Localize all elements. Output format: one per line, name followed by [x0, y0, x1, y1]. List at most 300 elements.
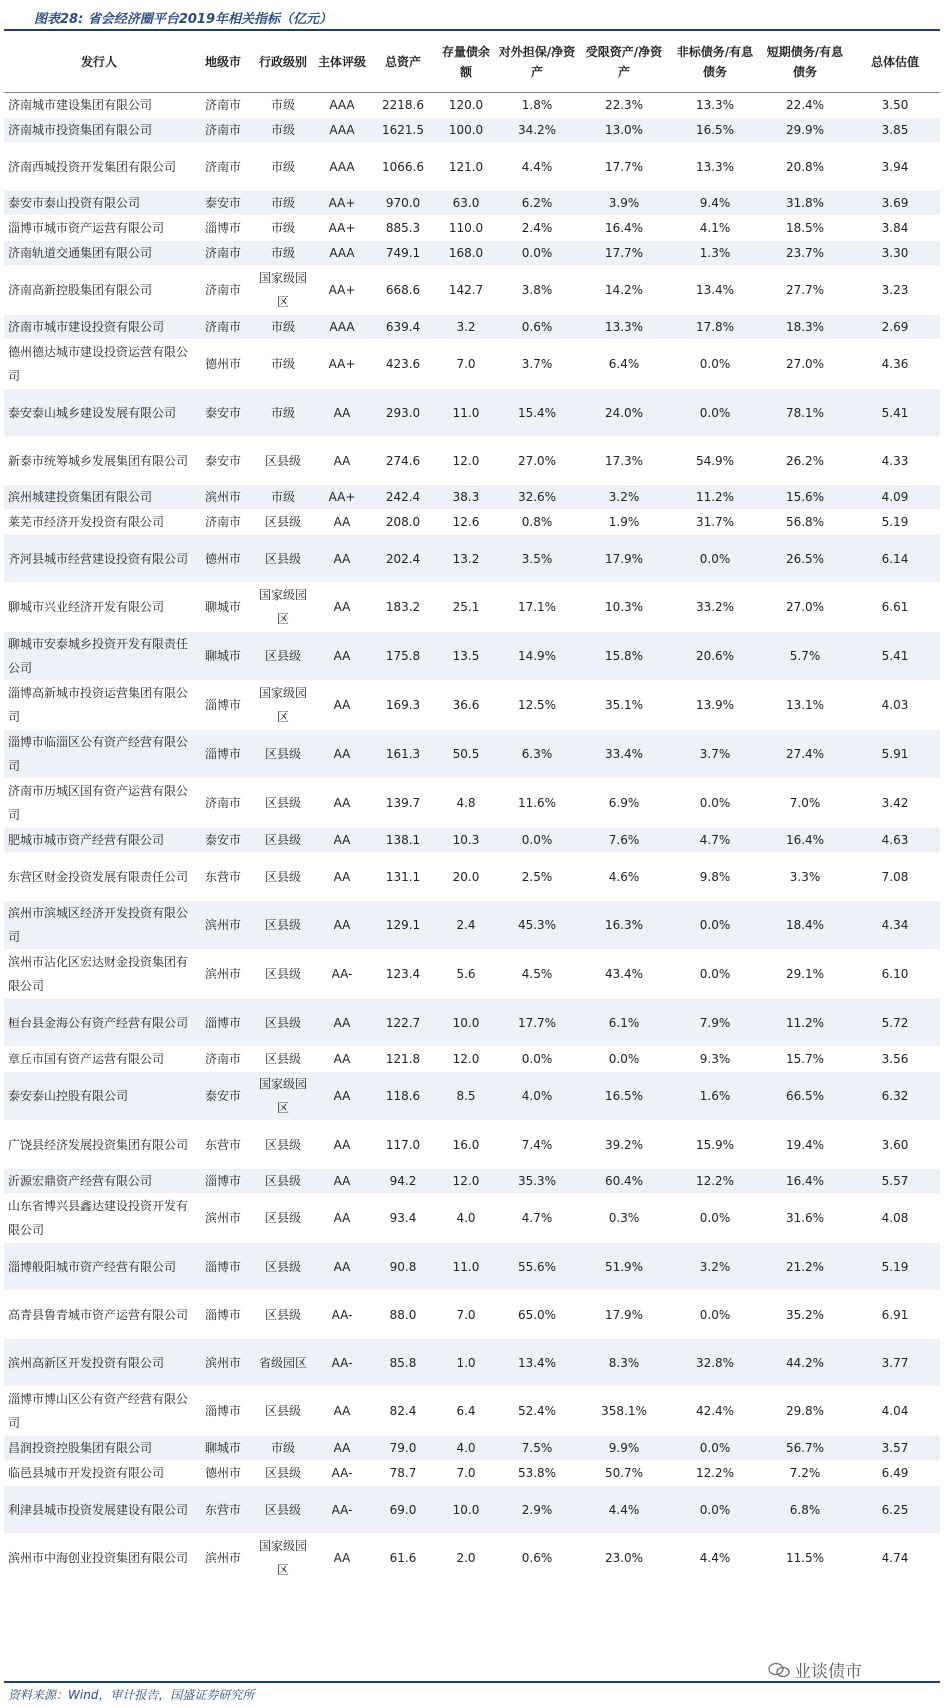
- cell-city: 济南市: [194, 779, 252, 828]
- cell-total-assets: 1066.6: [370, 143, 436, 191]
- cell-bond-balance: 7.0: [436, 340, 496, 389]
- cell-valuation: 3.30: [850, 241, 940, 266]
- cell-total-assets: 668.6: [370, 266, 436, 315]
- cell-city: 济南市: [194, 266, 252, 315]
- cell-rating: AA: [314, 828, 370, 853]
- cell-admin-level: 区县级: [252, 1387, 314, 1436]
- cell-bond-balance: 4.8: [436, 779, 496, 828]
- cell-rating: AA+: [314, 191, 370, 216]
- cell-total-assets: 94.2: [370, 1169, 436, 1194]
- cell-bond-balance: 2.0: [436, 1534, 496, 1583]
- cell-issuer: 淄博市博山区公有资产经营有限公司: [4, 1387, 194, 1436]
- cell-restricted-assets: 60.4%: [578, 1169, 670, 1194]
- cell-admin-level: 区县级: [252, 1169, 314, 1194]
- cell-issuer: 济南城市建设集团有限公司: [4, 93, 194, 118]
- cell-nonstandard-debt: 9.4%: [670, 191, 760, 216]
- cell-guarantee-ratio: 1.8%: [496, 93, 578, 118]
- cell-guarantee-ratio: 14.9%: [496, 632, 578, 681]
- figure-title: 图表28: 省会经济圈平台2019年相关指标（亿元）: [34, 12, 332, 27]
- cell-restricted-assets: 17.3%: [578, 437, 670, 485]
- cell-rating: AA: [314, 632, 370, 681]
- cell-total-assets: 121.8: [370, 1047, 436, 1072]
- cell-issuer: 滨州市沾化区宏达财金投资集团有限公司: [4, 950, 194, 999]
- cell-guarantee-ratio: 45.3%: [496, 901, 578, 950]
- cell-restricted-assets: 51.9%: [578, 1243, 670, 1291]
- cell-issuer: 泰安泰山城乡建设发展有限公司: [4, 389, 194, 437]
- cell-issuer: 广饶县经济发展投资集团有限公司: [4, 1121, 194, 1169]
- table-row: [4, 1461, 940, 1486]
- cell-nonstandard-debt: 0.0%: [670, 340, 760, 389]
- cell-guarantee-ratio: 4.4%: [496, 143, 578, 191]
- cell-city: 济南市: [194, 241, 252, 266]
- table-row: [4, 143, 940, 191]
- table-row: [4, 632, 940, 681]
- cell-bond-balance: 63.0: [436, 191, 496, 216]
- cell-rating: AA+: [314, 266, 370, 315]
- cell-bond-balance: 1.0: [436, 1339, 496, 1387]
- table-row: [4, 950, 940, 999]
- cell-city: 济南市: [194, 510, 252, 535]
- cell-rating: AA-: [314, 950, 370, 999]
- cell-rating: AA-: [314, 1339, 370, 1387]
- header-guarantee-ratio: 对外担保/净资产: [496, 31, 578, 93]
- cell-restricted-assets: 35.1%: [578, 681, 670, 730]
- cell-valuation: 4.03: [850, 681, 940, 730]
- cell-rating: AA-: [314, 1461, 370, 1486]
- cell-valuation: 4.63: [850, 828, 940, 853]
- cell-city: 滨州市: [194, 950, 252, 999]
- cell-shortterm-debt: 18.5%: [760, 216, 850, 241]
- cell-admin-level: 市级: [252, 340, 314, 389]
- cell-nonstandard-debt: 9.8%: [670, 853, 760, 901]
- cell-bond-balance: 11.0: [436, 1243, 496, 1291]
- cell-valuation: 3.57: [850, 1436, 940, 1461]
- cell-guarantee-ratio: 35.3%: [496, 1169, 578, 1194]
- cell-restricted-assets: 13.3%: [578, 315, 670, 340]
- cell-rating: AA: [314, 1121, 370, 1169]
- cell-shortterm-debt: 21.2%: [760, 1243, 850, 1291]
- cell-guarantee-ratio: 12.5%: [496, 681, 578, 730]
- cell-admin-level: 区县级: [252, 632, 314, 681]
- cell-rating: AA+: [314, 216, 370, 241]
- cell-admin-level: 国家级园区: [252, 1072, 314, 1121]
- cell-valuation: 7.08: [850, 853, 940, 901]
- cell-total-assets: 85.8: [370, 1339, 436, 1387]
- cell-guarantee-ratio: 4.5%: [496, 950, 578, 999]
- cell-nonstandard-debt: 0.0%: [670, 1486, 760, 1534]
- cell-guarantee-ratio: 3.5%: [496, 535, 578, 583]
- cell-shortterm-debt: 6.8%: [760, 1486, 850, 1534]
- cell-guarantee-ratio: 2.4%: [496, 216, 578, 241]
- cell-total-assets: 69.0: [370, 1486, 436, 1534]
- cell-total-assets: 169.3: [370, 681, 436, 730]
- cell-restricted-assets: 358.1%: [578, 1387, 670, 1436]
- cell-guarantee-ratio: 2.5%: [496, 853, 578, 901]
- cell-issuer: 肥城市城市资产经营有限公司: [4, 828, 194, 853]
- cell-rating: AA+: [314, 340, 370, 389]
- cell-rating: AAA: [314, 241, 370, 266]
- table-row: [4, 1486, 940, 1534]
- cell-nonstandard-debt: 0.0%: [670, 1436, 760, 1461]
- cell-bond-balance: 142.7: [436, 266, 496, 315]
- cell-shortterm-debt: 18.3%: [760, 315, 850, 340]
- cell-city: 淄博市: [194, 1291, 252, 1339]
- cell-admin-level: 市级: [252, 241, 314, 266]
- cell-issuer: 泰安泰山控股有限公司: [4, 1072, 194, 1121]
- cell-rating: AA: [314, 681, 370, 730]
- table-row: [4, 216, 940, 241]
- cell-issuer: 泰安市泰山投资有限公司: [4, 191, 194, 216]
- cell-admin-level: 区县级: [252, 535, 314, 583]
- cell-total-assets: 79.0: [370, 1436, 436, 1461]
- table-row: [4, 583, 940, 632]
- cell-bond-balance: 20.0: [436, 853, 496, 901]
- cell-bond-balance: 6.4: [436, 1387, 496, 1436]
- cell-total-assets: 131.1: [370, 853, 436, 901]
- cell-restricted-assets: 17.7%: [578, 143, 670, 191]
- cell-restricted-assets: 9.9%: [578, 1436, 670, 1461]
- cell-admin-level: 区县级: [252, 901, 314, 950]
- cell-rating: AAA: [314, 93, 370, 118]
- cell-city: 聊城市: [194, 632, 252, 681]
- cell-valuation: 5.41: [850, 632, 940, 681]
- cell-restricted-assets: 13.0%: [578, 118, 670, 143]
- cell-issuer: 德州德达城市建设投资运营有限公司: [4, 340, 194, 389]
- header-rating: 主体评级: [314, 31, 370, 93]
- cell-total-assets: 123.4: [370, 950, 436, 999]
- cell-city: 淄博市: [194, 999, 252, 1047]
- cell-nonstandard-debt: 42.4%: [670, 1387, 760, 1436]
- cell-bond-balance: 7.0: [436, 1461, 496, 1486]
- watermark: [768, 1657, 862, 1682]
- cell-city: 泰安市: [194, 828, 252, 853]
- cell-issuer: 新泰市统筹城乡发展集团有限公司: [4, 437, 194, 485]
- cell-valuation: 4.74: [850, 1534, 940, 1583]
- cell-admin-level: 省级园区: [252, 1339, 314, 1387]
- table-row: [4, 389, 940, 437]
- cell-guarantee-ratio: 0.8%: [496, 510, 578, 535]
- cell-admin-level: 市级: [252, 1436, 314, 1461]
- cell-guarantee-ratio: 0.6%: [496, 1534, 578, 1583]
- table-row: [4, 901, 940, 950]
- cell-city: 济南市: [194, 143, 252, 191]
- cell-rating: AA: [314, 1072, 370, 1121]
- table-row: [4, 485, 940, 510]
- cell-valuation: 3.50: [850, 93, 940, 118]
- cell-valuation: 3.94: [850, 143, 940, 191]
- cell-shortterm-debt: 26.2%: [760, 437, 850, 485]
- cell-city: 济南市: [194, 315, 252, 340]
- cell-nonstandard-debt: 32.8%: [670, 1339, 760, 1387]
- cell-shortterm-debt: 15.7%: [760, 1047, 850, 1072]
- cell-total-assets: 293.0: [370, 389, 436, 437]
- cell-admin-level: 国家级园区: [252, 681, 314, 730]
- table-row: [4, 535, 940, 583]
- cell-bond-balance: 13.2: [436, 535, 496, 583]
- cell-issuer: 济南轨道交通集团有限公司: [4, 241, 194, 266]
- cell-guarantee-ratio: 15.4%: [496, 389, 578, 437]
- cell-bond-balance: 10.3: [436, 828, 496, 853]
- cell-restricted-assets: 22.3%: [578, 93, 670, 118]
- cell-issuer: 利津县城市投资发展建设有限公司: [4, 1486, 194, 1534]
- cell-guarantee-ratio: 7.5%: [496, 1436, 578, 1461]
- cell-valuation: 4.34: [850, 901, 940, 950]
- cell-guarantee-ratio: 0.6%: [496, 315, 578, 340]
- cell-shortterm-debt: 35.2%: [760, 1291, 850, 1339]
- wechat-icon: [768, 1662, 790, 1678]
- cell-issuer: 淄博般阳城市资产经营有限公司: [4, 1243, 194, 1291]
- cell-rating: AA: [314, 779, 370, 828]
- cell-restricted-assets: 4.6%: [578, 853, 670, 901]
- cell-restricted-assets: 14.2%: [578, 266, 670, 315]
- cell-rating: AA: [314, 1387, 370, 1436]
- cell-rating: AA-: [314, 1291, 370, 1339]
- cell-admin-level: 国家级园区: [252, 266, 314, 315]
- cell-total-assets: 118.6: [370, 1072, 436, 1121]
- cell-shortterm-debt: 16.4%: [760, 1169, 850, 1194]
- cell-valuation: 4.09: [850, 485, 940, 510]
- cell-shortterm-debt: 31.6%: [760, 1194, 850, 1243]
- table-row: [4, 1072, 940, 1121]
- cell-valuation: 2.69: [850, 315, 940, 340]
- cell-city: 淄博市: [194, 1169, 252, 1194]
- table-row: [4, 1194, 940, 1243]
- cell-guarantee-ratio: 17.1%: [496, 583, 578, 632]
- cell-valuation: 5.57: [850, 1169, 940, 1194]
- cell-guarantee-ratio: 6.2%: [496, 191, 578, 216]
- cell-issuer: 莱芜市经济开发投资有限公司: [4, 510, 194, 535]
- table-header-row: [4, 31, 940, 93]
- cell-shortterm-debt: 29.1%: [760, 950, 850, 999]
- cell-valuation: 6.10: [850, 950, 940, 999]
- cell-valuation: 3.56: [850, 1047, 940, 1072]
- cell-total-assets: 423.6: [370, 340, 436, 389]
- cell-total-assets: 139.7: [370, 779, 436, 828]
- cell-nonstandard-debt: 31.7%: [670, 510, 760, 535]
- cell-shortterm-debt: 7.0%: [760, 779, 850, 828]
- cell-bond-balance: 2.4: [436, 901, 496, 950]
- cell-bond-balance: 50.5: [436, 730, 496, 779]
- cell-valuation: 6.91: [850, 1291, 940, 1339]
- cell-issuer: 滨州市中海创业投资集团有限公司: [4, 1534, 194, 1583]
- cell-nonstandard-debt: 3.2%: [670, 1243, 760, 1291]
- cell-admin-level: 区县级: [252, 1486, 314, 1534]
- cell-admin-level: 区县级: [252, 1121, 314, 1169]
- cell-total-assets: 117.0: [370, 1121, 436, 1169]
- cell-valuation: 4.08: [850, 1194, 940, 1243]
- table-row: [4, 93, 940, 118]
- cell-rating: AAA: [314, 315, 370, 340]
- table-row: [4, 1243, 940, 1291]
- cell-nonstandard-debt: 4.1%: [670, 216, 760, 241]
- cell-nonstandard-debt: 9.3%: [670, 1047, 760, 1072]
- cell-bond-balance: 12.0: [436, 1047, 496, 1072]
- cell-nonstandard-debt: 13.4%: [670, 266, 760, 315]
- cell-guarantee-ratio: 3.7%: [496, 340, 578, 389]
- cell-rating: AA+: [314, 485, 370, 510]
- cell-nonstandard-debt: 3.7%: [670, 730, 760, 779]
- cell-bond-balance: 8.5: [436, 1072, 496, 1121]
- cell-total-assets: 82.4: [370, 1387, 436, 1436]
- cell-guarantee-ratio: 17.7%: [496, 999, 578, 1047]
- cell-shortterm-debt: 16.4%: [760, 828, 850, 853]
- cell-bond-balance: 13.5: [436, 632, 496, 681]
- cell-nonstandard-debt: 4.4%: [670, 1534, 760, 1583]
- cell-shortterm-debt: 27.0%: [760, 583, 850, 632]
- table-row: [4, 241, 940, 266]
- cell-city: 淄博市: [194, 1387, 252, 1436]
- cell-restricted-assets: 4.4%: [578, 1486, 670, 1534]
- table-row: [4, 999, 940, 1047]
- cell-city: 滨州市: [194, 1194, 252, 1243]
- cell-guarantee-ratio: 65.0%: [496, 1291, 578, 1339]
- cell-total-assets: 88.0: [370, 1291, 436, 1339]
- cell-bond-balance: 12.6: [436, 510, 496, 535]
- cell-admin-level: 国家级园区: [252, 1534, 314, 1583]
- cell-city: 滨州市: [194, 901, 252, 950]
- cell-city: 德州市: [194, 1461, 252, 1486]
- cell-total-assets: 208.0: [370, 510, 436, 535]
- cell-rating: AA: [314, 1169, 370, 1194]
- cell-rating: AA: [314, 730, 370, 779]
- cell-nonstandard-debt: 20.6%: [670, 632, 760, 681]
- cell-nonstandard-debt: 54.9%: [670, 437, 760, 485]
- cell-bond-balance: 7.0: [436, 1291, 496, 1339]
- cell-restricted-assets: 10.3%: [578, 583, 670, 632]
- cell-valuation: 4.04: [850, 1387, 940, 1436]
- cell-rating: AA-: [314, 1486, 370, 1534]
- cell-nonstandard-debt: 13.9%: [670, 681, 760, 730]
- cell-nonstandard-debt: 0.0%: [670, 950, 760, 999]
- table-row: [4, 191, 940, 216]
- cell-nonstandard-debt: 13.3%: [670, 143, 760, 191]
- cell-shortterm-debt: 31.8%: [760, 191, 850, 216]
- cell-shortterm-debt: 23.7%: [760, 241, 850, 266]
- cell-shortterm-debt: 27.0%: [760, 340, 850, 389]
- cell-city: 聊城市: [194, 1436, 252, 1461]
- cell-city: 德州市: [194, 340, 252, 389]
- cell-guarantee-ratio: 2.9%: [496, 1486, 578, 1534]
- cell-admin-level: 区县级: [252, 730, 314, 779]
- cell-rating: AA: [314, 437, 370, 485]
- cell-shortterm-debt: 29.9%: [760, 118, 850, 143]
- cell-valuation: 6.25: [850, 1486, 940, 1534]
- cell-valuation: 6.32: [850, 1072, 940, 1121]
- cell-shortterm-debt: 11.5%: [760, 1534, 850, 1583]
- cell-issuer: 山东省博兴县鑫达建设投资开发有限公司: [4, 1194, 194, 1243]
- table-row: [4, 118, 940, 143]
- cell-restricted-assets: 16.4%: [578, 216, 670, 241]
- cell-rating: AA: [314, 510, 370, 535]
- cell-issuer: 淄博市临淄区公有资产经营有限公司: [4, 730, 194, 779]
- cell-valuation: 3.69: [850, 191, 940, 216]
- cell-bond-balance: 12.0: [436, 1169, 496, 1194]
- cell-valuation: 3.84: [850, 216, 940, 241]
- cell-valuation: 6.14: [850, 535, 940, 583]
- cell-city: 济南市: [194, 93, 252, 118]
- header-nonstandard-debt: 非标债务/有息债务: [670, 31, 760, 93]
- cell-guarantee-ratio: 13.4%: [496, 1339, 578, 1387]
- cell-rating: AA: [314, 1047, 370, 1072]
- cell-nonstandard-debt: 7.9%: [670, 999, 760, 1047]
- cell-total-assets: 202.4: [370, 535, 436, 583]
- cell-valuation: 6.49: [850, 1461, 940, 1486]
- cell-shortterm-debt: 44.2%: [760, 1339, 850, 1387]
- cell-nonstandard-debt: 0.0%: [670, 1194, 760, 1243]
- cell-total-assets: 93.4: [370, 1194, 436, 1243]
- cell-guarantee-ratio: 11.6%: [496, 779, 578, 828]
- cell-shortterm-debt: 27.7%: [760, 266, 850, 315]
- cell-issuer: 聊城市安泰城乡投资开发有限责任公司: [4, 632, 194, 681]
- cell-nonstandard-debt: 0.0%: [670, 389, 760, 437]
- cell-shortterm-debt: 56.7%: [760, 1436, 850, 1461]
- cell-rating: AAA: [314, 118, 370, 143]
- cell-shortterm-debt: 15.6%: [760, 485, 850, 510]
- cell-restricted-assets: 17.9%: [578, 1291, 670, 1339]
- cell-admin-level: 市级: [252, 118, 314, 143]
- table-row: [4, 1534, 940, 1583]
- cell-restricted-assets: 17.7%: [578, 241, 670, 266]
- cell-issuer: 滨州城建投资集团有限公司: [4, 485, 194, 510]
- cell-guarantee-ratio: 0.0%: [496, 241, 578, 266]
- cell-rating: AA: [314, 1436, 370, 1461]
- cell-restricted-assets: 6.9%: [578, 779, 670, 828]
- cell-total-assets: 78.7: [370, 1461, 436, 1486]
- cell-issuer: 济南市城市建设投资有限公司: [4, 315, 194, 340]
- cell-shortterm-debt: 26.5%: [760, 535, 850, 583]
- cell-nonstandard-debt: 1.3%: [670, 241, 760, 266]
- table-row: [4, 1436, 940, 1461]
- header-issuer: 发行人: [4, 31, 194, 93]
- cell-rating: AA: [314, 1243, 370, 1291]
- source-note: 资料来源：Wind，审计报告，国盛证券研究所: [8, 1688, 255, 1702]
- cell-restricted-assets: 1.9%: [578, 510, 670, 535]
- header-bond-balance: 存量债余额: [436, 31, 496, 93]
- cell-valuation: 4.36: [850, 340, 940, 389]
- cell-rating: AA: [314, 901, 370, 950]
- cell-total-assets: 138.1: [370, 828, 436, 853]
- cell-city: 滨州市: [194, 1339, 252, 1387]
- cell-admin-level: 区县级: [252, 1194, 314, 1243]
- cell-admin-level: 市级: [252, 315, 314, 340]
- cell-bond-balance: 121.0: [436, 143, 496, 191]
- cell-issuer: 济南西城投资开发集团有限公司: [4, 143, 194, 191]
- cell-admin-level: 区县级: [252, 999, 314, 1047]
- cell-shortterm-debt: 3.3%: [760, 853, 850, 901]
- cell-issuer: 淄博市城市资产运营有限公司: [4, 216, 194, 241]
- cell-restricted-assets: 6.1%: [578, 999, 670, 1047]
- header-total-assets: 总资产: [370, 31, 436, 93]
- table-row: [4, 1169, 940, 1194]
- cell-admin-level: 市级: [252, 389, 314, 437]
- cell-restricted-assets: 3.9%: [578, 191, 670, 216]
- cell-admin-level: 区县级: [252, 828, 314, 853]
- cell-shortterm-debt: 7.2%: [760, 1461, 850, 1486]
- cell-issuer: 临邑县城市开发投资有限公司: [4, 1461, 194, 1486]
- cell-restricted-assets: 17.9%: [578, 535, 670, 583]
- cell-bond-balance: 38.3: [436, 485, 496, 510]
- cell-bond-balance: 16.0: [436, 1121, 496, 1169]
- cell-city: 滨州市: [194, 485, 252, 510]
- cell-issuer: 沂源宏鼎资产经营有限公司: [4, 1169, 194, 1194]
- cell-nonstandard-debt: 0.0%: [670, 901, 760, 950]
- cell-issuer: 济南高新控股集团有限公司: [4, 266, 194, 315]
- cell-admin-level: 区县级: [252, 779, 314, 828]
- cell-shortterm-debt: 66.5%: [760, 1072, 850, 1121]
- cell-rating: AA: [314, 999, 370, 1047]
- cell-issuer: 章丘市国有资产运营有限公司: [4, 1047, 194, 1072]
- cell-nonstandard-debt: 16.5%: [670, 118, 760, 143]
